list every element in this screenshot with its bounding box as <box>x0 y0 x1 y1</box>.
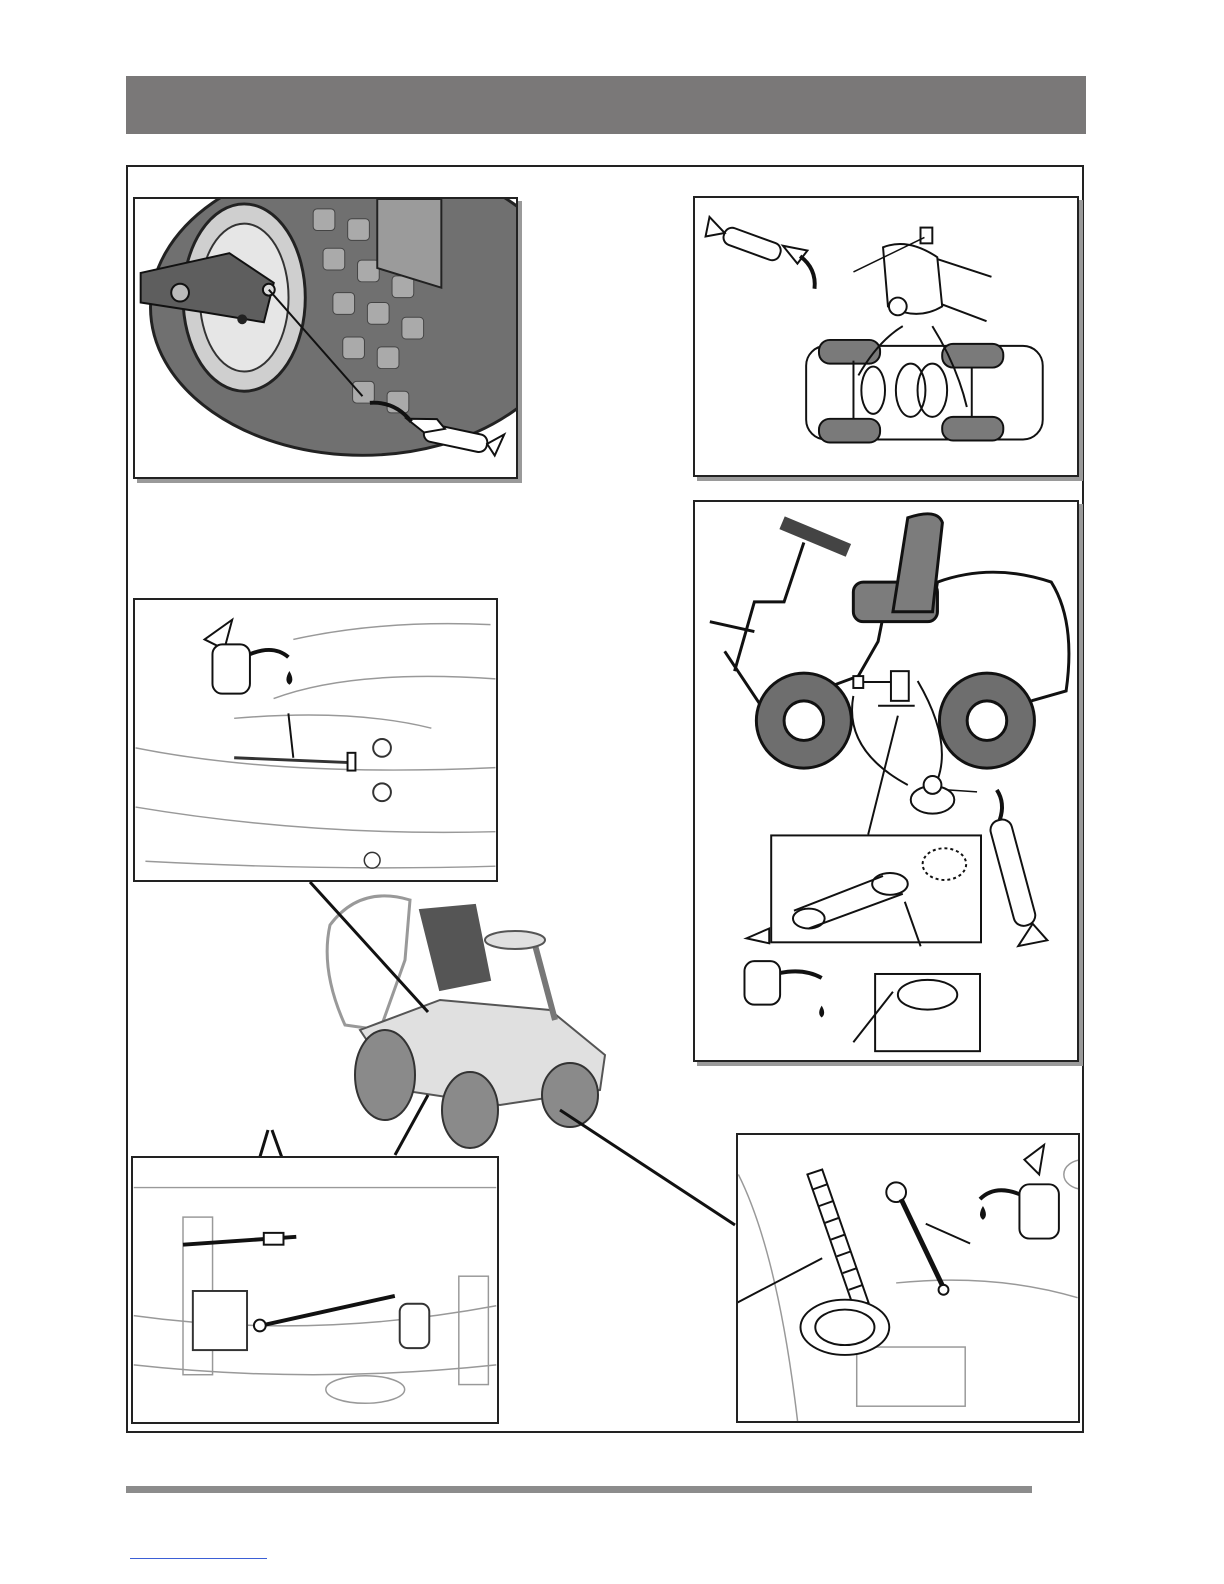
toothed-rack <box>738 1170 869 1318</box>
steering-linkage-panel <box>693 500 1079 1062</box>
footer-link-underline[interactable] <box>130 1558 267 1559</box>
grease-gun-icon <box>978 787 1048 948</box>
steering-rack-panel <box>736 1133 1080 1423</box>
pivot-joint <box>853 228 991 322</box>
belt-detail-inset <box>771 835 981 942</box>
mower-overview-illustration <box>300 880 620 1150</box>
grease-gun-icon <box>699 215 826 289</box>
rear-wheel-hub-panel <box>133 197 518 479</box>
axle-layout-diagram <box>806 326 1043 442</box>
brake-cable-panel <box>131 1156 499 1424</box>
grease-nipple <box>911 776 977 814</box>
pedal-rod-panel <box>133 598 498 882</box>
front-axle-pivot-panel <box>693 196 1079 477</box>
oil-can-icon <box>205 620 293 694</box>
section-header-bar <box>126 76 1086 134</box>
oil-can-icon <box>980 1145 1059 1239</box>
footer-rule <box>126 1486 1032 1493</box>
tie-rod <box>886 1182 970 1294</box>
